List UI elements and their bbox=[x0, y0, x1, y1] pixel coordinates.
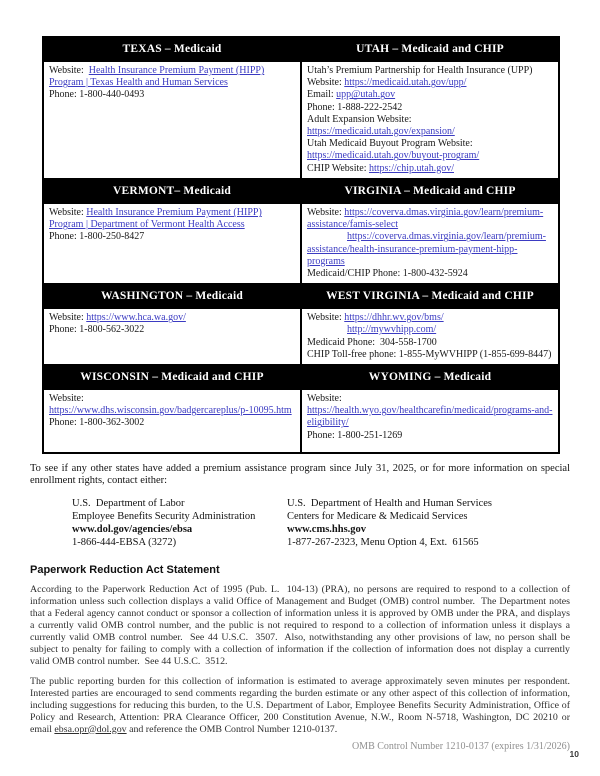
cell-line bbox=[307, 138, 553, 150]
state-header-utah: UTAH – Medicaid and CHIP bbox=[301, 37, 559, 61]
text-segment: Website: bbox=[307, 77, 345, 89]
dol-agency: U.S. Department of Labor bbox=[72, 497, 185, 509]
hyperlink[interactable]: https://coverva.dmas.virginia.gov/learn/premium-assistance/health-insurance-premium-payment-hipp-programs bbox=[307, 231, 546, 267]
hyperlink[interactable]: https://chip.utah.gov/ bbox=[368, 162, 454, 174]
hyperlink[interactable]: Health Insurance Premium Payment (HIPP) Program | Texas Health and Human Services bbox=[49, 65, 265, 89]
state-header-vermont: VERMONT– Medicaid bbox=[43, 179, 301, 203]
text-segment: Email: bbox=[307, 89, 337, 101]
cell-line bbox=[307, 268, 553, 280]
text-segment: Phone: 1-800-362-3002 bbox=[49, 417, 145, 429]
cell-line bbox=[307, 349, 553, 361]
page-number: 10 bbox=[569, 749, 579, 759]
intro-paragraph: To see if any other states have added a premium assistance program since July 31, 2025, or for more information on special enrollment rights, contact either: bbox=[30, 463, 570, 487]
header-row-2 bbox=[43, 179, 559, 203]
state-cell-wyoming bbox=[301, 389, 559, 453]
cell-line bbox=[307, 337, 553, 349]
cell-line bbox=[307, 89, 553, 101]
text-segment: Website: bbox=[307, 312, 345, 324]
text-segment: Phone: 1-800-440-0493 bbox=[49, 89, 145, 101]
state-header-wisconsin: WISCONSIN – Medicaid and CHIP bbox=[43, 365, 301, 389]
pra-heading: Paperwork Reduction Act Statement bbox=[30, 563, 220, 576]
content-row-2 bbox=[43, 203, 559, 284]
ebsa-email-link[interactable]: ebsa.opr@dol.gov bbox=[54, 723, 127, 735]
hhs-division: Centers for Medicare & Medicaid Services bbox=[287, 510, 468, 522]
hyperlink[interactable]: https://coverva.dmas.virginia.gov/learn/premium-assistance/famis-select bbox=[307, 207, 544, 231]
text-segment: Utah Medicaid Buyout Program Website: bbox=[307, 138, 473, 150]
text-segment: Website: bbox=[49, 393, 84, 405]
contact-hhs bbox=[287, 497, 492, 549]
hyperlink[interactable]: Health Insurance Premium Payment (HIPP) Program | Department of Vermont Health Access bbox=[49, 207, 262, 231]
pra-p2-text-before: The public reporting burden for this collection of information is estimated to average approximately seven minutes per respondent. Interested parties are encouraged to send comments regarding the burden estimate or any other aspect of this collection of information, including suggestions for reducing this burden, to the U.S. Department of Labor, Employee Benefits Security Administration, Office of Policy and Research, Attention: PRA Clearance Officer, 200 Constitution Avenue, N.W., Room N-5718, Washington, DC 20210 or email bbox=[30, 675, 570, 735]
state-cell-vermont bbox=[43, 203, 301, 284]
dol-url: www.dol.gov/agencies/ebsa bbox=[72, 523, 193, 535]
state-cell-virginia bbox=[301, 203, 559, 284]
state-cell-wisconsin bbox=[43, 389, 301, 453]
hyperlink[interactable]: upp@utah.gov bbox=[336, 89, 396, 101]
cell-line bbox=[307, 102, 553, 114]
cell-line bbox=[307, 430, 553, 442]
text-segment: CHIP Website: bbox=[307, 162, 369, 174]
text-segment: Phone: 1-800-562-3022 bbox=[49, 324, 145, 336]
text-segment: Website: bbox=[49, 207, 87, 218]
state-cell-utah bbox=[301, 61, 559, 179]
cell-line bbox=[307, 114, 553, 126]
header-row-3 bbox=[43, 284, 559, 308]
text-segment: Adult Expansion Website: bbox=[307, 113, 412, 125]
cell-line bbox=[49, 65, 295, 89]
cell-line bbox=[307, 126, 553, 138]
text-segment: Website: bbox=[307, 207, 345, 218]
dol-phone: 1-866-444-EBSA (3272) bbox=[72, 536, 177, 548]
state-header-virginia: VIRGINIA – Medicaid and CHIP bbox=[301, 179, 559, 203]
text-segment: Website: bbox=[49, 312, 87, 324]
cell-line bbox=[49, 231, 295, 243]
state-cell-west-virginia bbox=[301, 308, 559, 365]
contact-dol bbox=[72, 497, 287, 549]
hhs-phone: 1-877-267-2323, Menu Option 4, Ext. 61565 bbox=[287, 536, 479, 548]
cell-line bbox=[307, 324, 553, 336]
cell-line bbox=[49, 405, 295, 417]
state-cell-washington bbox=[43, 308, 301, 365]
text-segment: Phone: 1-800-251-1269 bbox=[307, 429, 403, 441]
cell-line bbox=[307, 393, 553, 405]
state-header-west-virginia: WEST VIRGINIA – Medicaid and CHIP bbox=[301, 284, 559, 308]
state-header-texas: TEXAS – Medicaid bbox=[43, 37, 301, 61]
header-row-4 bbox=[43, 365, 559, 389]
cell-line bbox=[49, 393, 295, 405]
hyperlink[interactable]: https://www.dhs.wisconsin.gov/badgercareplus/p-10095.htm bbox=[49, 405, 292, 417]
cell-line bbox=[307, 150, 553, 162]
pra-p2-text-after: and reference the OMB Control Number 1210-0137. bbox=[126, 723, 338, 735]
contact-columns bbox=[72, 497, 570, 549]
cell-line bbox=[49, 312, 295, 324]
content-row-4 bbox=[43, 389, 559, 453]
text-segment: Website: bbox=[49, 65, 89, 76]
pra-paragraph-1: According to the Paperwork Reduction Act of 1995 (Pub. L. 104-13) (PRA), no persons are required to respond to a collection of information unless such collection displays a valid Office of Management and Budget (OMB) control number. The Department notes that a Federal agency cannot conduct or sponsor a collection of information unless it is approved by OMB under the PRA, and displays a currently valid OMB control number, and the public is not required to respond to a collection of information unless it displays a currently valid OMB control number. See 44 U.S.C. 3507. Also, notwithstanding any other provisions of law, no person shall be subject to penalty for failing to comply with a collection of information if the collection of information does not display a currently valid OMB control number. See 44 U.S.C. 3512. bbox=[30, 583, 570, 667]
text-segment: Utah’s Premium Partnership for Health Insurance (UPP) bbox=[307, 65, 533, 76]
content-row-1 bbox=[43, 61, 559, 179]
state-programs-table bbox=[42, 36, 560, 454]
hyperlink[interactable]: https://medicaid.utah.gov/buyout-program/ bbox=[307, 150, 480, 162]
hyperlink[interactable]: https://www.hca.wa.gov/ bbox=[86, 312, 186, 324]
cell-line bbox=[307, 312, 553, 324]
content-row-3 bbox=[43, 308, 559, 365]
cell-line bbox=[307, 231, 553, 268]
text-segment: Phone: 1-888-222-2542 bbox=[307, 101, 403, 113]
hhs-agency: U.S. Department of Health and Human Services bbox=[287, 497, 492, 509]
cell-line bbox=[49, 324, 295, 336]
cell-line bbox=[307, 207, 553, 231]
cell-line bbox=[49, 89, 295, 101]
state-header-washington: WASHINGTON – Medicaid bbox=[43, 284, 301, 308]
text-segment: Medicaid Phone: 304-558-1700 bbox=[307, 336, 437, 348]
cell-line bbox=[307, 65, 553, 77]
pra-paragraph-2 bbox=[30, 676, 570, 736]
hyperlink[interactable]: https://health.wyo.gov/healthcarefin/medicaid/programs-and-eligibility/ bbox=[307, 405, 553, 429]
state-header-wyoming: WYOMING – Medicaid bbox=[301, 365, 559, 389]
text-segment: Website: bbox=[307, 393, 342, 405]
hhs-url: www.cms.hhs.gov bbox=[287, 523, 367, 535]
hyperlink[interactable]: https://medicaid.utah.gov/upp/ bbox=[344, 77, 467, 89]
text-segment: Medicaid/CHIP Phone: 1-800-432-5924 bbox=[307, 268, 468, 280]
hyperlink[interactable]: https://dhhr.wv.gov/bms/ bbox=[344, 312, 444, 324]
text-segment: Phone: 1-800-250-8427 bbox=[49, 231, 145, 243]
cell-line bbox=[307, 77, 553, 89]
cell-line bbox=[307, 405, 553, 429]
cell-line bbox=[307, 163, 553, 175]
text-segment: CHIP Toll-free phone: 1-855-MyWVHIPP (1-855-699-8447) bbox=[307, 348, 552, 360]
cell-line bbox=[49, 417, 295, 429]
state-cell-texas bbox=[43, 61, 301, 179]
omb-control-note: OMB Control Number 1210-0137 (expires 1/31/2026) bbox=[351, 740, 570, 752]
header-row-1 bbox=[43, 37, 559, 61]
hyperlink[interactable]: https://medicaid.utah.gov/expansion/ bbox=[307, 126, 455, 138]
cell-line bbox=[49, 207, 295, 231]
dol-division: Employee Benefits Security Administration bbox=[72, 510, 256, 522]
hyperlink[interactable]: http://mywvhipp.com/ bbox=[347, 324, 437, 336]
